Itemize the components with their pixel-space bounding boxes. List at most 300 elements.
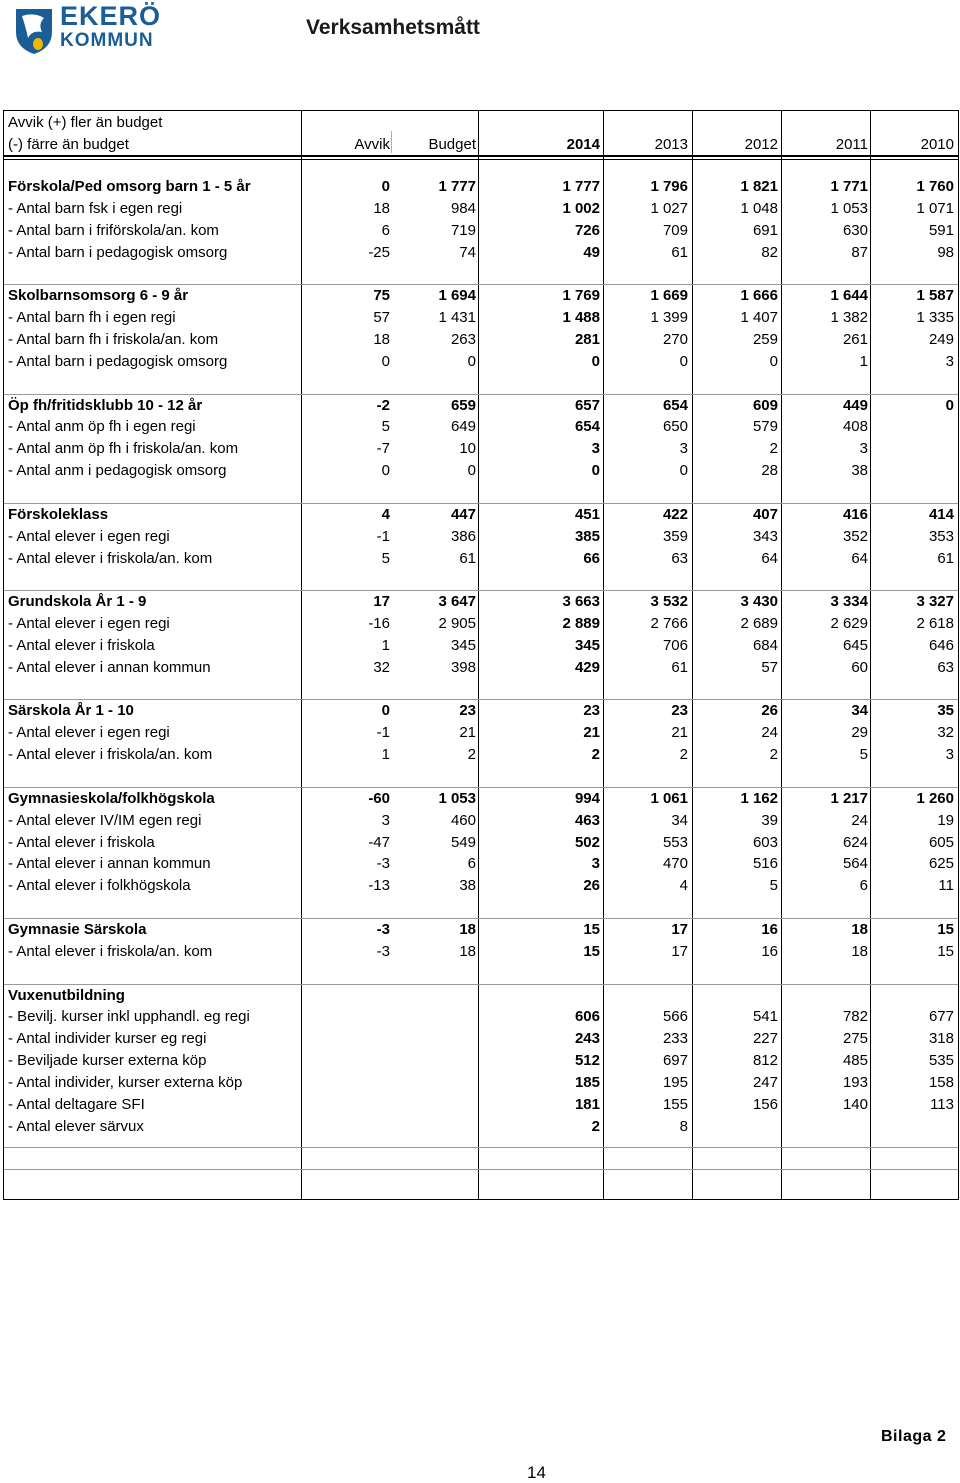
logo-text-kommun: KOMMUN — [60, 30, 154, 51]
cell-2011: 1 382 — [830, 309, 868, 327]
cell-budget — [396, 1006, 476, 1028]
cell-2011 — [784, 1116, 868, 1138]
cell-2010 — [874, 1116, 954, 1138]
cell-2010 — [874, 438, 954, 460]
table-row — [4, 285, 959, 307]
cell-2010: 249 — [928, 331, 954, 348]
cell-avvik: 75 — [373, 287, 390, 305]
table-row — [4, 504, 959, 526]
table-row — [4, 198, 959, 220]
table-row — [4, 875, 959, 897]
table-row — [4, 1050, 959, 1072]
cell-budget: 0 — [467, 462, 476, 480]
table-row — [4, 985, 959, 1007]
header-separator — [4, 159, 958, 160]
column-header-2012: 2012 — [744, 136, 778, 153]
appendix-label: Bilaga 2 — [881, 1428, 947, 1445]
cell-avvik: -3 — [376, 920, 390, 938]
cell-2012: 16 — [761, 920, 778, 938]
cell-2012: 247 — [752, 1073, 778, 1091]
cell-budget — [396, 1116, 476, 1138]
row-label: - Antal barn i pedagogisk omsorg — [8, 352, 228, 370]
cell-2011: 18 — [851, 942, 868, 960]
row-label: Förskola/Ped omsorg barn 1 - 5 år — [8, 178, 251, 195]
cell-2014: 2 889 — [562, 615, 600, 632]
cell-2014: 2 — [591, 746, 600, 764]
cell-2010: 11 — [938, 877, 954, 895]
cell-2013: 1 796 — [650, 178, 688, 195]
cell-2014: 994 — [574, 789, 600, 807]
cell-2012: 227 — [752, 1030, 778, 1048]
table-row — [4, 810, 959, 832]
cell-2014: 26 — [583, 877, 600, 895]
cell-2012: 16 — [761, 942, 778, 960]
cell-2013: 566 — [662, 1008, 688, 1026]
table-row — [4, 460, 959, 482]
cell-avvik: 4 — [381, 505, 390, 523]
cell-2010: 61 — [937, 549, 954, 567]
cell-avvik: 32 — [373, 658, 390, 676]
row-label: Gymnasie Särskola — [8, 920, 147, 938]
cell-2014: 3 663 — [562, 593, 600, 611]
cell-2014: 281 — [574, 331, 600, 348]
cell-2010: 677 — [928, 1008, 954, 1026]
table-row — [4, 657, 959, 679]
cell-2013: 553 — [662, 833, 688, 851]
cell-2013: 470 — [662, 855, 688, 873]
cell-2011: 3 — [859, 440, 868, 458]
cell-2014: 181 — [574, 1095, 600, 1113]
cell-2013: 0 — [679, 352, 688, 370]
cell-2013: 63 — [671, 549, 688, 567]
row-label: - Antal barn i friförskola/an. kom — [8, 221, 219, 239]
row-label: - Antal elever i annan kommun — [8, 658, 211, 676]
cell-2011: 261 — [842, 331, 868, 348]
cell-2014: 21 — [583, 724, 600, 742]
cell-budget: 21 — [459, 724, 476, 742]
cell-2011: 1 771 — [830, 178, 868, 195]
cell-2012: 26 — [761, 702, 778, 720]
cell-budget: 386 — [450, 527, 476, 545]
cell-2013: 61 — [671, 658, 688, 676]
table-row — [4, 1006, 959, 1028]
cell-2013: 706 — [662, 636, 688, 654]
cell-avvik: -1 — [376, 527, 390, 545]
cell-avvik: 0 — [381, 702, 390, 720]
cell-budget: 38 — [459, 877, 476, 895]
cell-2011: 1 053 — [830, 199, 868, 217]
cell-avvik: 5 — [381, 418, 390, 436]
cell-2013: 3 — [679, 440, 688, 458]
cell-avvik: 5 — [381, 549, 390, 567]
table-row — [4, 1028, 959, 1050]
cell-2010: 318 — [928, 1030, 954, 1048]
row-label: - Antal elever i friskola — [8, 636, 155, 654]
cell-2014: 1 769 — [562, 287, 600, 305]
cell-2012 — [696, 1116, 778, 1138]
cell-2013: 17 — [671, 942, 688, 960]
cell-2013: 1 399 — [650, 309, 688, 327]
table-row — [4, 438, 959, 460]
cell-2010: 353 — [928, 527, 954, 545]
cell-2013: 709 — [662, 221, 688, 239]
cell-2011: 624 — [842, 833, 868, 851]
cell-budget: 1 431 — [438, 309, 476, 327]
header-separator — [4, 155, 958, 157]
cell-2010: 35 — [937, 702, 954, 720]
cell-2011: 485 — [842, 1052, 868, 1069]
cell-2010: 113 — [930, 1095, 954, 1113]
header-row — [4, 135, 959, 155]
cell-avvik: 1 — [381, 636, 390, 654]
row-label: - Antal elever i folkhögskola — [8, 877, 191, 895]
cell-2014: 385 — [574, 527, 600, 545]
cell-2012: 24 — [761, 724, 778, 742]
cell-budget: 659 — [450, 396, 476, 414]
cell-2013: 17 — [671, 920, 688, 938]
cell-2010: 32 — [937, 724, 954, 742]
cell-2013: 4 — [679, 877, 688, 895]
cell-2013: 359 — [662, 527, 688, 545]
cell-2012: 64 — [761, 549, 778, 567]
cell-budget — [396, 1094, 476, 1116]
cell-budget — [396, 1028, 476, 1050]
cell-2010: 1 335 — [916, 309, 954, 327]
row-gridline — [4, 1147, 958, 1148]
cell-2013: 1 061 — [650, 789, 688, 807]
page-number: 14 — [527, 1463, 546, 1482]
cell-avvik — [306, 1116, 390, 1138]
header-legend-line2: (-) färre än budget — [8, 136, 129, 153]
cell-avvik: 17 — [373, 593, 390, 611]
cell-budget: 6 — [467, 855, 476, 873]
cell-2012: 28 — [761, 462, 778, 480]
row-label: - Antal barn fsk i egen regi — [8, 199, 183, 217]
cell-2011: 3 334 — [830, 593, 868, 611]
cell-2013: 8 — [679, 1117, 688, 1135]
cell-2014: 502 — [574, 833, 600, 851]
cell-2010: 646 — [928, 636, 954, 654]
cell-2012: 407 — [752, 505, 778, 523]
cell-budget: 460 — [450, 811, 476, 829]
cell-2014: 429 — [574, 658, 600, 676]
row-label: Förskoleklass — [8, 505, 109, 523]
cell-2011: 34 — [851, 702, 868, 720]
cell-2011: 2 629 — [830, 615, 868, 632]
column-header-2014: 2014 — [566, 136, 600, 153]
cell-2014: 3 — [591, 855, 600, 873]
cell-avvik — [306, 1028, 390, 1050]
cell-2014: 66 — [583, 549, 600, 567]
row-label: - Antal barn fh i friskola/an. kom — [8, 331, 219, 348]
cell-2012: 1 821 — [740, 178, 778, 195]
cell-budget: 3 647 — [438, 593, 476, 611]
cell-2010: 15 — [937, 942, 954, 960]
cell-2010 — [874, 985, 954, 1007]
cell-2014: 345 — [574, 636, 600, 654]
cell-2014: 0 — [591, 352, 600, 370]
cell-2011: 87 — [851, 243, 868, 261]
cell-2010: 98 — [937, 243, 954, 261]
cell-2011: 60 — [851, 658, 868, 676]
cell-2010: 1 071 — [916, 199, 954, 217]
cell-2013: 422 — [662, 505, 688, 523]
cell-2011: 564 — [842, 855, 868, 873]
cell-avvik: -25 — [368, 243, 390, 261]
cell-2011: 64 — [851, 549, 868, 567]
table-row — [4, 591, 959, 613]
cell-2012: 2 — [769, 746, 778, 764]
cell-2011: 449 — [842, 396, 868, 414]
row-label: Skolbarnsomsorg 6 - 9 år — [8, 287, 189, 305]
cell-2013: 697 — [662, 1052, 688, 1069]
table-row — [4, 635, 959, 657]
cell-2011: 630 — [842, 221, 868, 239]
row-label: - Antal anm öp fh i egen regi — [8, 418, 196, 436]
cell-2011: 1 217 — [830, 789, 868, 807]
cell-avvik: 18 — [373, 331, 390, 348]
cell-2012: 579 — [752, 418, 778, 436]
cell-2011: 782 — [842, 1008, 868, 1026]
table-row — [4, 1116, 959, 1138]
cell-2010: 2 618 — [916, 615, 954, 632]
cell-budget: 398 — [450, 658, 476, 676]
row-label: - Antal elever i friskola/an. kom — [8, 746, 213, 764]
cell-2010: 535 — [928, 1052, 954, 1069]
row-label: - Bevilj. kurser inkl upphandl. eg regi — [8, 1008, 250, 1026]
cell-2012: 3 430 — [740, 593, 778, 611]
cell-avvik: -47 — [368, 833, 390, 851]
row-label: - Antal elever i egen regi — [8, 724, 170, 742]
cell-avvik: 18 — [373, 199, 390, 217]
row-label: - Antal elever i friskola/an. kom — [8, 549, 213, 567]
cell-avvik — [306, 1072, 390, 1094]
row-label: - Antal elever i annan kommun — [8, 855, 211, 873]
page-title: Verksamhetsmått — [306, 16, 480, 39]
cell-2013: 34 — [671, 811, 688, 829]
cell-2010: 3 327 — [916, 593, 954, 611]
cell-budget: 0 — [467, 352, 476, 370]
cell-2014: 657 — [574, 396, 600, 414]
cell-budget: 447 — [450, 505, 476, 523]
cell-avvik: 0 — [381, 352, 390, 370]
cell-2010: 605 — [928, 833, 954, 851]
statistics-table — [3, 110, 959, 1200]
table-row — [4, 1094, 959, 1116]
table-row — [4, 722, 959, 744]
cell-budget — [396, 1050, 476, 1072]
cell-2013: 1 669 — [650, 287, 688, 305]
cell-avvik — [306, 1050, 390, 1072]
cell-avvik: -3 — [376, 855, 390, 873]
cell-2011: 5 — [859, 746, 868, 764]
table-row — [4, 700, 959, 722]
row-label: Särskola År 1 - 10 — [8, 702, 134, 720]
cell-2011: 24 — [851, 811, 868, 829]
cell-2013: 270 — [662, 331, 688, 348]
cell-budget: 263 — [450, 331, 476, 348]
cell-avvik: 6 — [381, 221, 390, 239]
cell-avvik: -2 — [376, 396, 390, 414]
cell-budget: 984 — [450, 199, 476, 217]
row-label: - Antal elever i egen regi — [8, 527, 170, 545]
cell-2012: 691 — [752, 221, 778, 239]
cell-2011: 193 — [842, 1073, 868, 1091]
cell-2013: 155 — [662, 1095, 688, 1113]
cell-2010: 3 — [945, 352, 954, 370]
table-row — [4, 832, 959, 854]
cell-budget: 549 — [450, 833, 476, 851]
cell-2011: 140 — [842, 1095, 868, 1113]
row-label: - Antal individer, kurser externa köp — [8, 1073, 243, 1091]
cell-2012: 812 — [752, 1052, 778, 1069]
cell-avvik: -3 — [376, 942, 390, 960]
table-row — [4, 242, 959, 264]
cell-2012: 609 — [752, 396, 778, 414]
cell-2012: 2 — [769, 440, 778, 458]
cell-avvik: 1 — [381, 746, 390, 764]
cell-2012: 1 048 — [740, 199, 778, 217]
column-header-2013: 2013 — [654, 136, 688, 153]
cell-2011: 352 — [842, 527, 868, 545]
row-label: - Antal barn fh i egen regi — [8, 309, 176, 327]
cell-2010: 414 — [928, 505, 954, 523]
cell-2010: 1 587 — [916, 287, 954, 305]
cell-2012: 39 — [761, 811, 778, 829]
cell-2011: 416 — [842, 505, 868, 523]
cell-2014: 451 — [574, 505, 600, 523]
row-label: - Antal elever IV/IM egen regi — [8, 811, 202, 829]
cell-budget: 1 777 — [438, 178, 476, 195]
cell-2014: 243 — [574, 1030, 600, 1048]
row-label: - Antal individer kurser eg regi — [8, 1030, 207, 1048]
row-label: - Antal elever särvux — [8, 1117, 144, 1135]
cell-avvik — [306, 985, 390, 1007]
cell-2014: 463 — [574, 811, 600, 829]
cell-2011: 408 — [842, 418, 868, 436]
cell-avvik: 57 — [373, 309, 390, 327]
row-label: - Antal anm i pedagogisk omsorg — [8, 462, 227, 480]
table-row — [4, 919, 959, 941]
row-label: - Antal elever i friskola — [8, 833, 155, 851]
cell-budget: 2 905 — [438, 615, 476, 632]
cell-budget: 74 — [459, 243, 476, 261]
cell-2012: 259 — [752, 331, 778, 348]
cell-avvik: -1 — [376, 724, 390, 742]
row-label: - Antal elever i friskola/an. kom — [8, 942, 213, 960]
cell-2012: 1 162 — [740, 789, 778, 807]
cell-2014: 23 — [583, 702, 600, 720]
cell-2014: 49 — [583, 243, 600, 261]
cell-2010: 63 — [937, 658, 954, 676]
cell-2011: 18 — [851, 920, 868, 938]
cell-2012: 5 — [769, 877, 778, 895]
cell-2010: 1 260 — [916, 789, 954, 807]
logo-wordmark — [60, 2, 170, 52]
cell-2010 — [874, 460, 954, 482]
cell-2014: 15 — [583, 920, 600, 938]
cell-2012: 516 — [752, 855, 778, 873]
row-label: Gymnasieskola/folkhögskola — [8, 789, 215, 807]
cell-2010: 19 — [937, 811, 954, 829]
cell-2011: 1 644 — [830, 287, 868, 305]
cell-2010: 3 — [945, 746, 954, 764]
table-row — [4, 548, 959, 570]
cell-budget — [396, 985, 476, 1007]
cell-2013: 1 027 — [650, 199, 688, 217]
cell-2013 — [608, 985, 688, 1007]
cell-2011: 29 — [851, 724, 868, 742]
cell-2011: 38 — [851, 462, 868, 480]
cell-2012: 82 — [761, 243, 778, 261]
row-gridline — [4, 1169, 958, 1170]
cell-2011: 275 — [842, 1030, 868, 1048]
table-row — [4, 329, 959, 351]
cell-2014: 1 488 — [562, 309, 600, 327]
cell-2014: 1 777 — [562, 178, 600, 195]
cell-2012: 1 407 — [740, 309, 778, 327]
column-header-2010: 2010 — [920, 136, 954, 153]
cell-2012: 541 — [752, 1008, 778, 1026]
cell-2014: 512 — [574, 1052, 600, 1069]
cell-2014: 726 — [574, 221, 600, 239]
table-row — [4, 220, 959, 242]
cell-2010: 1 760 — [916, 178, 954, 195]
cell-avvik: -7 — [376, 440, 390, 458]
table-row — [4, 351, 959, 373]
cell-2011: 645 — [842, 636, 868, 654]
row-label: - Antal anm öp fh i friskola/an. kom — [8, 440, 239, 458]
cell-2012 — [696, 985, 778, 1007]
table-row — [4, 613, 959, 635]
cell-budget — [396, 1072, 476, 1094]
cell-2013: 23 — [671, 702, 688, 720]
cell-avvik: 3 — [381, 811, 390, 829]
row-label: Öp fh/fritidsklubb 10 - 12 år — [8, 396, 203, 414]
table-row — [4, 526, 959, 548]
cell-2010: 591 — [928, 221, 954, 239]
cell-2012: 343 — [752, 527, 778, 545]
table-row — [4, 788, 959, 810]
cell-2012: 684 — [752, 636, 778, 654]
cell-2012: 0 — [769, 352, 778, 370]
table-row — [4, 744, 959, 766]
cell-2010 — [874, 416, 954, 438]
cell-2012: 603 — [752, 833, 778, 851]
logo-text-ekero: EKERÖ — [60, 1, 162, 31]
table-row — [4, 853, 959, 875]
cell-2013: 0 — [679, 462, 688, 480]
cell-avvik: -13 — [368, 877, 390, 895]
cell-budget: 719 — [450, 221, 476, 239]
cell-budget: 345 — [450, 636, 476, 654]
row-label: - Antal elever i egen regi — [8, 615, 170, 632]
cell-2010: 625 — [928, 855, 954, 873]
cell-avvik: -16 — [368, 615, 390, 632]
cell-2013: 654 — [662, 396, 688, 414]
cell-2012: 1 666 — [740, 287, 778, 305]
cell-2013: 3 532 — [650, 593, 688, 611]
cell-2010: 0 — [945, 396, 954, 414]
cell-2011: 6 — [859, 877, 868, 895]
row-label: Vuxenutbildning — [8, 986, 125, 1004]
cell-2014: 606 — [574, 1008, 600, 1026]
cell-2014 — [482, 985, 600, 1007]
cell-2013: 195 — [662, 1073, 688, 1091]
table-row — [4, 176, 959, 198]
cell-2012: 156 — [752, 1095, 778, 1113]
cell-2013: 650 — [662, 418, 688, 436]
